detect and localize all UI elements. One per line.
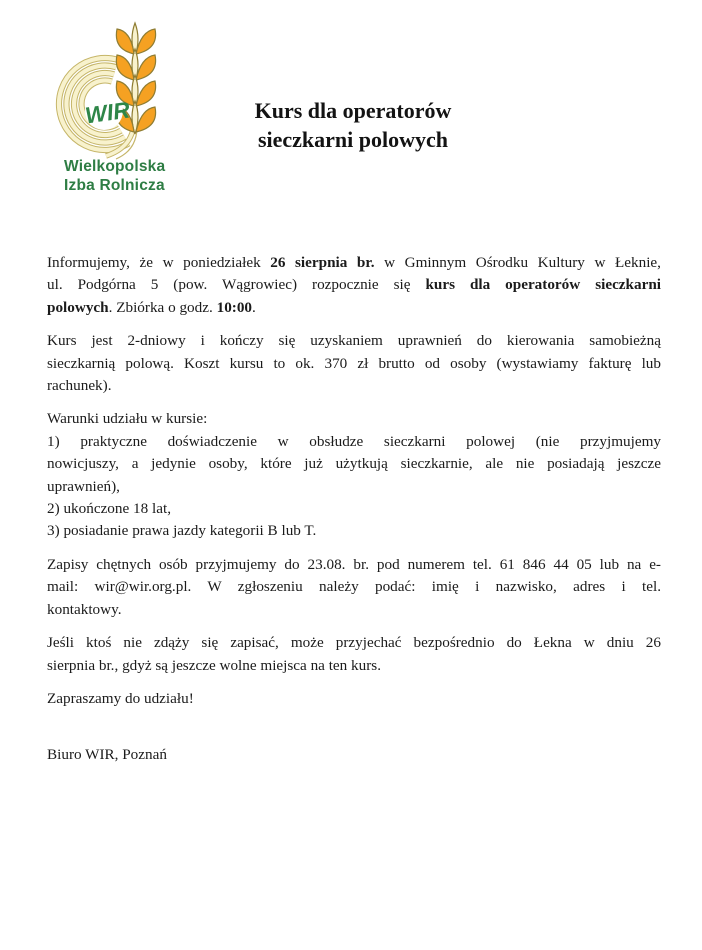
wir-logo-graphic	[40, 18, 180, 163]
paragraph-line: nowicjuszy, a jedynie osoby, które już użytkują sieczkarnie, ale nie posiadają jeszcze	[47, 455, 661, 473]
paragraph-line: rachunek).	[47, 377, 112, 395]
logo-caption	[64, 157, 165, 195]
paragraph-line: sieczkarnią polową. Koszt kursu to ok. 370 zł brutto od osoby (wystawiamy fakturę lub	[47, 354, 661, 372]
paragraph-signature	[47, 744, 661, 766]
paragraph-line: Zapraszamy do udziału!	[47, 689, 194, 707]
paragraph-line: uprawnień),	[47, 477, 120, 495]
paragraph-line: mail: wir@wir.org.pl. W zgłoszeniu należy podać: imię i nazwisko, adres i tel.	[47, 578, 661, 596]
paragraph-course-info	[47, 330, 661, 397]
paragraph-line: polowych. Zbiórka o godz. 10:00.	[47, 298, 256, 316]
paragraph-line: kontaktowy.	[47, 600, 122, 618]
paragraph-line: Kurs jest 2-dniowy i kończy się uzyskaniem uprawnień do kierowania samobieżną	[47, 332, 661, 350]
document-body	[47, 252, 661, 778]
paragraph-conditions	[47, 408, 661, 542]
paragraph-line: 1) praktyczne doświadczenie w obsłudze sieczkarni polowej (nie przyjmujemy	[47, 432, 661, 450]
paragraph-intro	[47, 252, 661, 319]
paragraph-line: Jeśli ktoś nie zdąży się zapisać, może przyjechać bezpośrednio do Łekna w dniu 26	[47, 634, 661, 652]
paragraph-line: ul. Podgórna 5 (pow. Wągrowiec) rozpocznie się kurs dla operatorów sieczkarni	[47, 276, 661, 294]
wir-acronym-text: WIR	[83, 96, 132, 129]
paragraph-line: Biuro WIR, Poznań	[47, 746, 167, 764]
paragraph-registration	[47, 554, 661, 621]
paragraph-line: Warunki udziału w kursie:	[47, 410, 208, 428]
paragraph-line: 3) posiadanie prawa jazdy kategorii B lub T.	[47, 522, 317, 540]
paragraph-line: sierpnia br., gdyż są jeszcze wolne miejsca na ten kurs.	[47, 656, 382, 674]
title-line2: sieczkarni polowych	[257, 127, 449, 152]
paragraph-late-signup	[47, 632, 661, 677]
paragraph-line: Zapisy chętnych osób przyjmujemy do 23.08. br. pod numerem tel. 61 846 44 05 lub na e-	[47, 555, 661, 573]
logo-caption-line1: Wielkopolska	[64, 158, 166, 175]
logo-caption-line2: Izba Rolnicza	[64, 177, 165, 194]
logo	[40, 18, 190, 203]
page-title	[169, 96, 537, 154]
paragraph-invitation	[47, 688, 661, 710]
title-line1: Kurs dla operatorów	[254, 98, 452, 123]
paragraph-line: Informujemy, że w poniedziałek 26 sierpnia br. w Gminnym Ośrodku Kultury w Łeknie,	[47, 254, 661, 271]
paragraph-line: 2) ukończone 18 lat,	[47, 500, 171, 518]
